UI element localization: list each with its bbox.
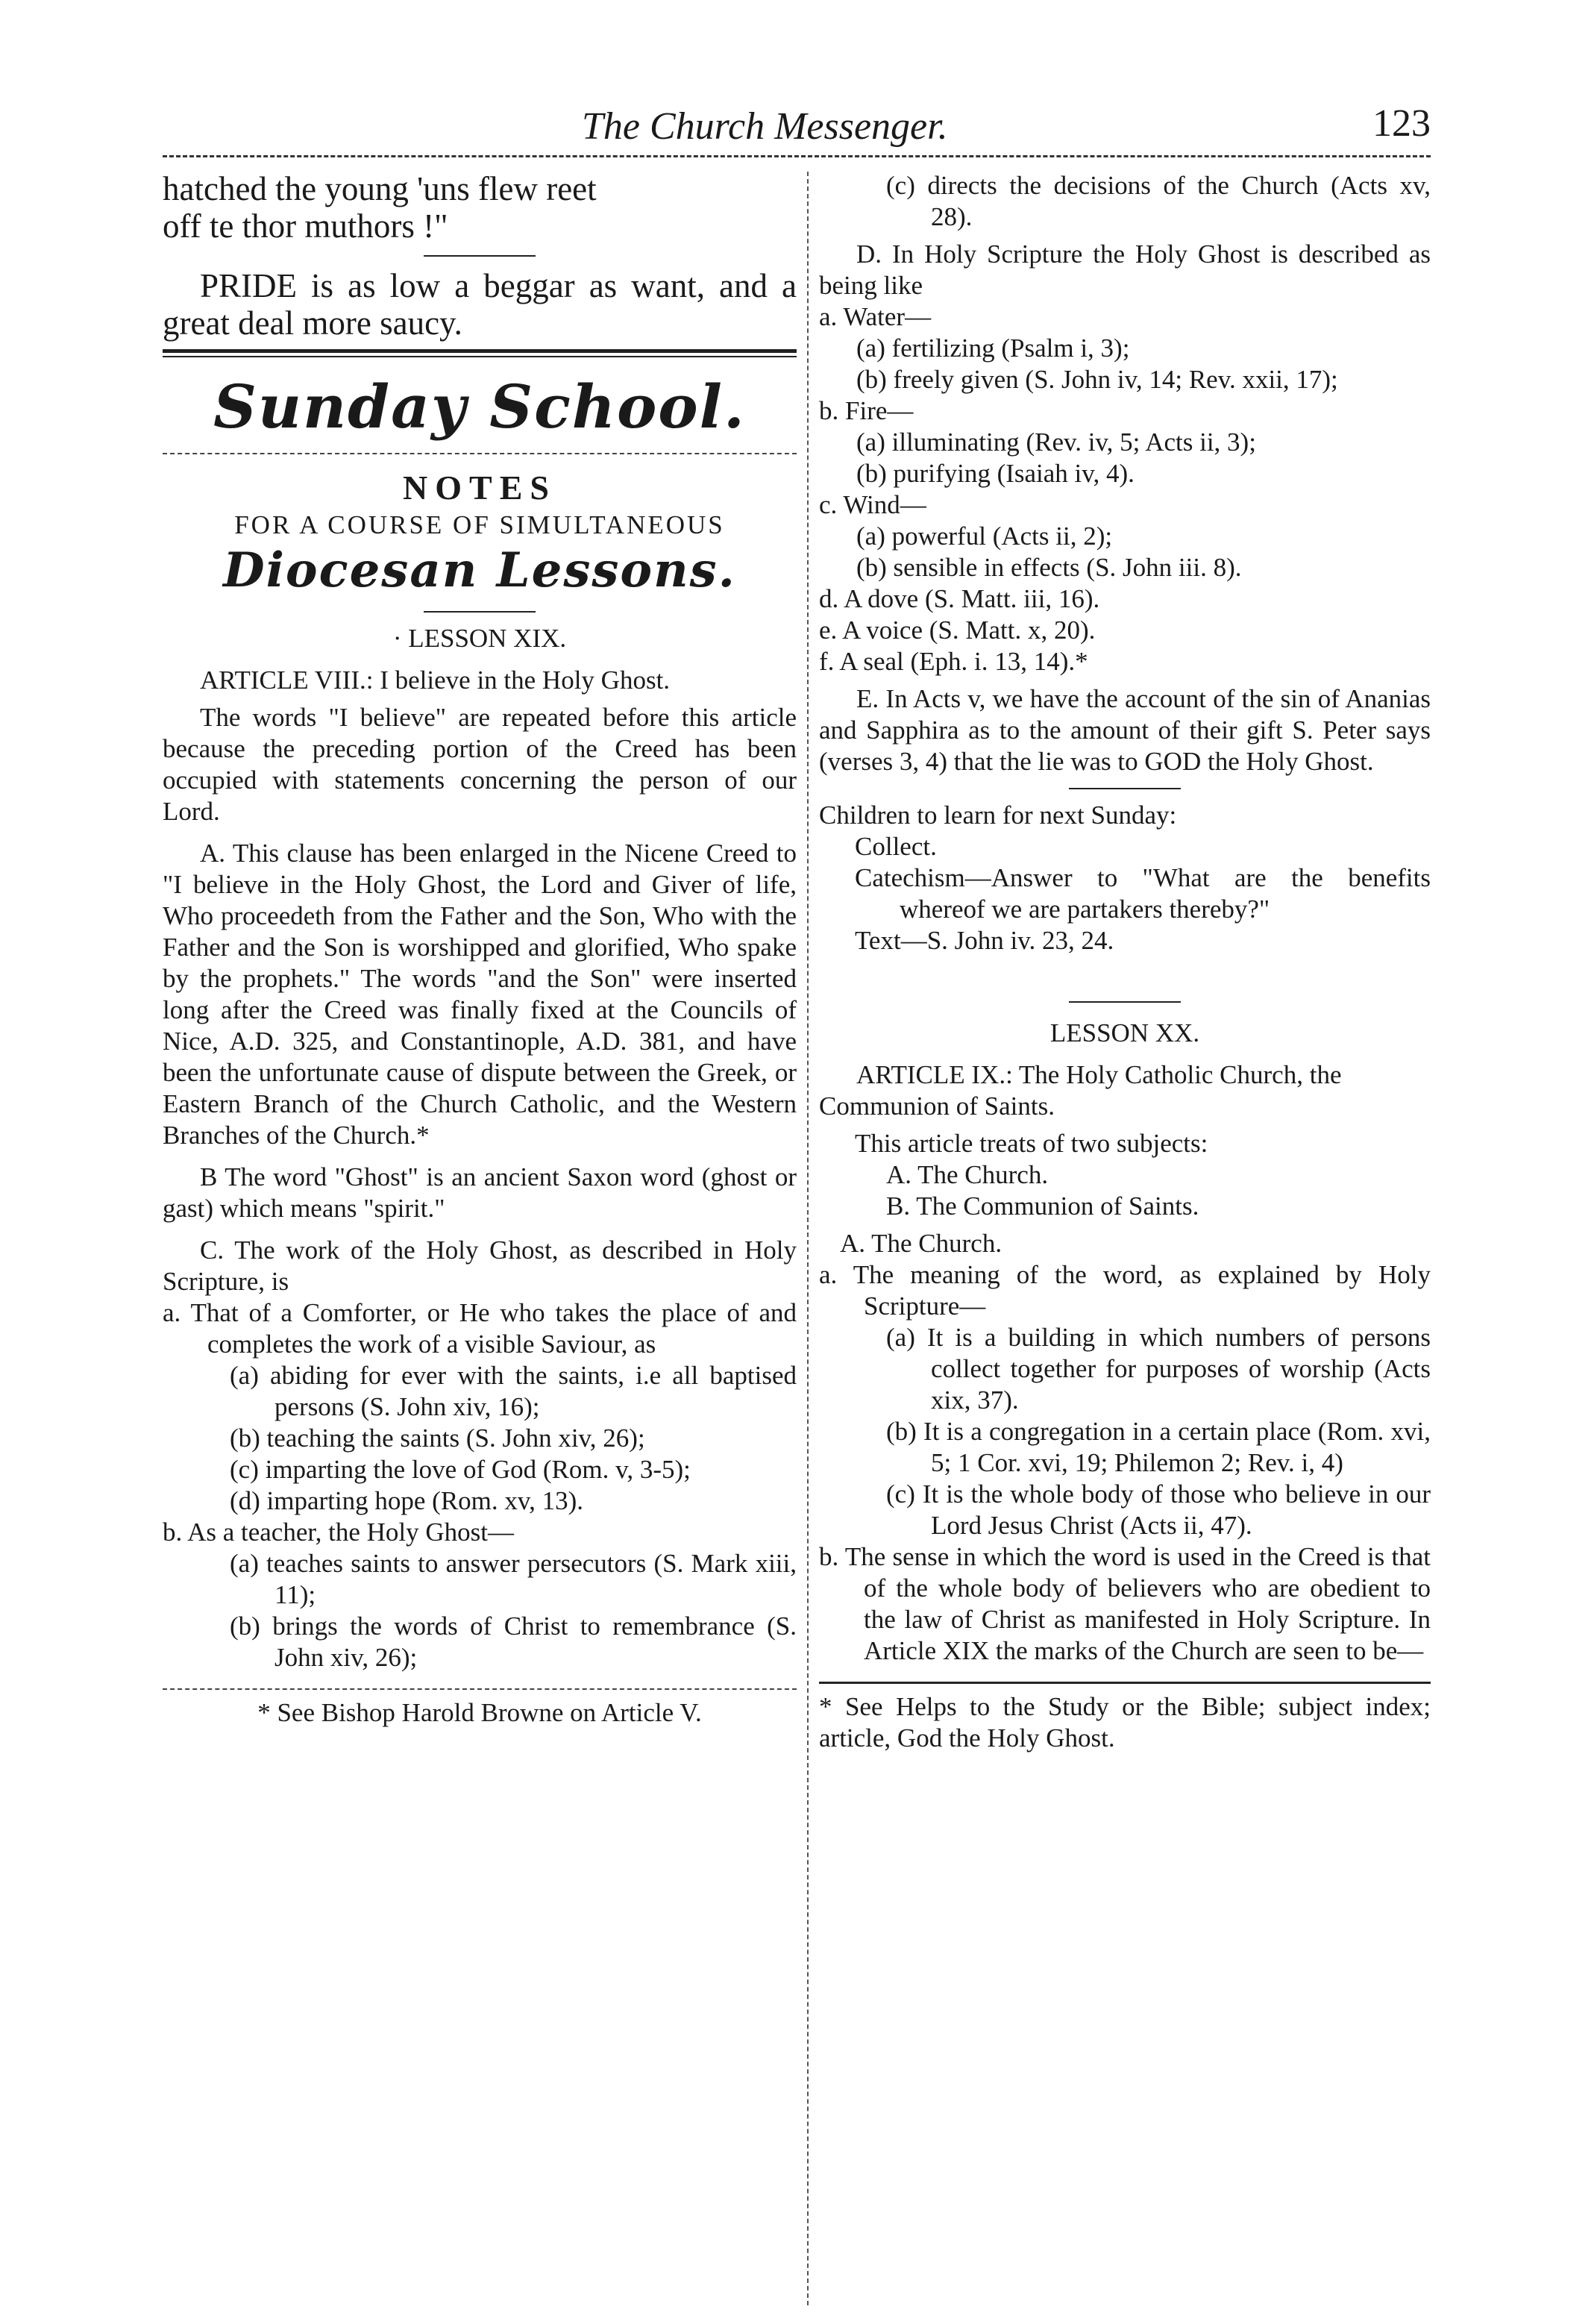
section-rule-top <box>163 349 797 353</box>
list-subitem: (a) teaches saints to answer persecutors (S. Mark xiii, 11); <box>230 1549 797 1609</box>
left-column <box>163 170 797 2311</box>
list-subitem: (b) teaching the saints (S. John xiv, 26); <box>230 1423 645 1453</box>
column-divider <box>807 172 809 2305</box>
section-title: Sunday School. <box>213 372 746 442</box>
assignment-collect: Collect. <box>855 832 937 861</box>
subheading: A. The Church. <box>840 1229 1002 1258</box>
diocesan-lessons-title: Diocesan Lessons. <box>223 542 736 598</box>
divider <box>424 255 536 257</box>
children-heading: Children to learn for next Sunday: <box>819 801 1177 830</box>
list-subitem: (c) directs the decisions of the Church (Acts xv, 28). <box>886 171 1431 231</box>
paragraph: This article treats of two subjects: <box>855 1129 1208 1158</box>
list-item: a. That of a Comforter, or He who takes the place of and completes the work of a visible Saviour, as <box>163 1298 797 1359</box>
divider <box>1069 788 1181 789</box>
list-item: b. The sense in which the word is used in the Creed is that of the whole body of believers who are obedient to the law of Christ as manifested in Holy Scripture. In Article XIX the marks of the Church are seen to be— <box>819 1542 1431 1665</box>
proverb: PRIDE is as low a beggar as want, and a great deal more saucy. <box>163 267 797 342</box>
list-subitem: (a) It is a building in which numbers of persons collect together for purposes of worship (Acts xix, 37). <box>886 1323 1431 1415</box>
course-line: FOR A COURSE OF SIMULTANEOUS <box>234 510 725 539</box>
section-rule-thin <box>163 356 797 357</box>
list-item: e. A voice (S. Matt. x, 20). <box>819 616 1096 645</box>
list-subitem: (a) abiding for ever with the saints, i.e all baptised persons (S. John xiv, 16); <box>230 1361 797 1421</box>
assignment-catechism: Catechism—Answer to "What are the benefits whereof we are partakers thereby?" <box>855 863 1431 924</box>
paragraph-b: B The word "Ghost" is an ancient Saxon word (ghost or gast) which means "spirit." <box>163 1162 797 1223</box>
list-subitem: (a) illuminating (Rev. iv, 5; Acts ii, 3); <box>856 427 1256 457</box>
right-column <box>819 170 1431 2311</box>
paragraph-a: A. This clause has been enlarged in the Nicene Creed to "I believe in the Holy Ghost, the Lord and Giver of life, Who proceedeth from the Father and the Son, Who with the Father and the Son is worshipped and glorified, Who spake by the prophets." The words "and the Son" were inserted long after the Creed was finally fixed at the Councils of Nice, A.D. 325, and Constantinople, A.D. 381, and have been the unfortunate cause of dispute between the Greek, or Eastern Branch of the Church Catholic, and the Western Branches of the Church.* <box>163 839 797 1150</box>
running-title: The Church Messenger. <box>582 105 948 148</box>
likeness-label: c. Wind— <box>819 490 926 519</box>
list-subitem: (d) imparting hope (Rom. xv, 13). <box>230 1486 584 1515</box>
list-item: a. The meaning of the word, as explained by Holy Scripture— <box>819 1260 1431 1321</box>
paragraph-d: D. In Holy Scripture the Holy Ghost is described as being like <box>819 239 1431 300</box>
list-subitem: (b) brings the words of Christ to remembrance (S. John xiv, 26); <box>230 1612 797 1672</box>
list-subitem: (a) powerful (Acts ii, 2); <box>856 522 1113 551</box>
lesson-heading: · LESSON XIX. <box>392 624 567 653</box>
article-heading: ARTICLE VIII.: I believe in the Holy Ghost. <box>200 665 671 695</box>
header-rule <box>163 155 1431 157</box>
page-number: 123 <box>1372 102 1431 145</box>
footnote: * See Helps to the Study or the Bible; subject index; article, God the Holy Ghost. <box>819 1692 1431 1753</box>
section-rule-bottom <box>163 453 797 454</box>
poem-line-1: hatched the young 'uns flew reet <box>163 170 597 207</box>
divider <box>424 611 536 613</box>
list-item: f. A seal (Eph. i. 13, 14).* <box>819 647 1088 676</box>
list-item: d. A dove (S. Matt. iii, 16). <box>819 584 1100 613</box>
poem-line-2: off te thor muthors !" <box>163 207 448 245</box>
list-subitem: (b) sensible in effects (S. John iii. 8). <box>856 553 1242 582</box>
list-subitem: (a) fertilizing (Psalm i, 3); <box>856 333 1130 363</box>
article-heading: ARTICLE IX.: The Holy Catholic Church, the Communion of Saints. <box>819 1060 1342 1121</box>
paragraph-c: C. The work of the Holy Ghost, as described in Holy Scripture, is <box>163 1235 797 1296</box>
likeness-label: a. Water— <box>819 302 932 331</box>
divider <box>1069 1001 1181 1003</box>
notes-heading: NOTES <box>403 469 556 507</box>
paragraph: The words "I believe" are repeated before this article because the preceding portion of the Creed has been occupied with statements concerning the person of our Lord. <box>163 703 797 826</box>
list-subitem: (b) It is a congregation in a certain place (Rom. xvi, 5; 1 Cor. xvi, 19; Philemon 2; Rev. i, 4) <box>886 1417 1431 1477</box>
subject-item: B. The Communion of Saints. <box>886 1191 1199 1221</box>
list-subitem: (b) freely given (S. John iv, 14; Rev. xxii, 17); <box>856 365 1338 394</box>
assignment-text: Text—S. John iv. 23, 24. <box>855 926 1114 955</box>
footnote-rule <box>163 1688 797 1690</box>
lesson-heading: LESSON XX. <box>1049 1018 1200 1047</box>
list-subitem: (c) It is the whole body of those who believe in our Lord Jesus Christ (Acts ii, 47). <box>886 1479 1431 1540</box>
footnote-rule <box>819 1682 1431 1684</box>
list-subitem: (c) imparting the love of God (Rom. v, 3-5); <box>230 1455 691 1484</box>
subject-item: A. The Church. <box>886 1160 1049 1189</box>
list-item: b. As a teacher, the Holy Ghost— <box>163 1518 514 1547</box>
likeness-label: b. Fire— <box>819 396 914 425</box>
footnote: * See Bishop Harold Browne on Article V. <box>257 1698 702 1727</box>
paragraph-e: E. In Acts v, we have the account of the sin of Ananias and Sapphira as to the amount of their gift S. Peter says (verses 3, 4) that the lie was to GOD the Holy Ghost. <box>819 684 1431 776</box>
list-subitem: (b) purifying (Isaiah iv, 4). <box>856 459 1135 488</box>
